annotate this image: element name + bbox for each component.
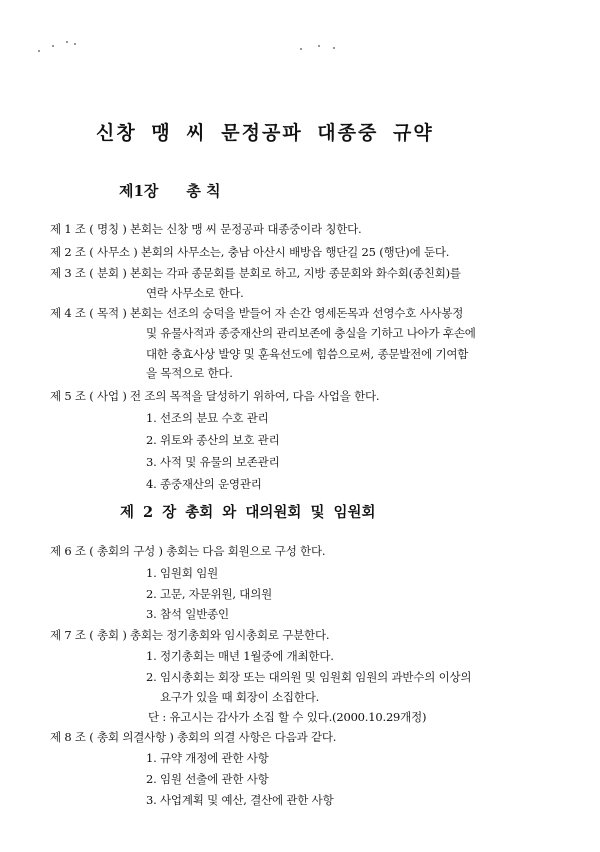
- list-item: 3. 사업계획 및 예산, 결산에 관한 사항: [146, 793, 334, 807]
- article-4-cont: 및 유물사적과 종중재산의 관리보존에 충실을 기하고 나아가 후손에: [146, 326, 476, 340]
- article-4-cont: 대한 충효사상 발양 및 훈육선도에 힘씀으로써, 종문발전에 기여함: [146, 347, 469, 361]
- scan-speck: [52, 45, 54, 47]
- article-2: 제 2 조 ( 사무소 ) 본회의 사무소는, 충남 아산시 배방읍 행단길 25 (행단)에 둔다.: [50, 245, 450, 259]
- article-7-note: 단 : 유고시는 감사가 소집 할 수 있다.(2000.10.29개정): [148, 710, 427, 724]
- scan-speck: [74, 43, 76, 45]
- chapter1-heading: [119, 180, 221, 201]
- chapter2-heading: 제 2 장 총회 와 대의원회 및 임원회: [120, 504, 376, 521]
- list-item: 4. 종중재산의 운영관리: [146, 477, 262, 491]
- scan-speck: [333, 47, 335, 49]
- list-item: 3. 참석 일반종인: [146, 607, 229, 621]
- list-item: 1. 선조의 분묘 수호 관리: [146, 411, 269, 425]
- article-1: 제 1 조 ( 명칭 ) 본회는 신창 맹 씨 문정공파 대종중이라 칭한다.: [50, 222, 362, 236]
- article-4: 제 4 조 ( 목적 ) 본회는 선조의 숭덕을 받들어 자 손간 영세돈목과 선영수호 사사봉정: [50, 306, 464, 320]
- list-item: 1. 정기총회는 매년 1월중에 개최한다.: [146, 649, 334, 663]
- list-item: 2. 위토와 종산의 보호 관리: [146, 433, 280, 447]
- list-item-cont: 요구가 있을 때 회장이 소집한다.: [160, 690, 320, 704]
- article-5: 제 5 조 ( 사업 ) 전 조의 목적을 달성하기 위하여, 다음 사업을 한다.: [50, 389, 380, 403]
- article-7: 제 7 조 ( 총회 ) 총회는 정기총회와 임시총회로 구분한다.: [50, 628, 330, 642]
- scan-speck: [318, 45, 320, 47]
- scan-speck: [300, 48, 302, 50]
- list-item: 1. 임원회 임원: [146, 566, 219, 580]
- document-title: 신창 맹 씨 문정공파 대종중 규약: [96, 122, 434, 144]
- chapter1-name: 총 칙: [186, 182, 221, 200]
- article-6: 제 6 조 ( 총회의 구성 ) 총회는 다음 회원으로 구성 한다.: [50, 544, 326, 558]
- article-4-cont: 을 목적으로 한다.: [146, 366, 233, 380]
- chapter1-label: 제1장: [119, 182, 159, 200]
- article-8: 제 8 조 ( 총회 의결사항 ) 총회의 의결 사항은 다음과 같다.: [50, 730, 337, 744]
- article-3-cont: 연락 사무소로 한다.: [146, 286, 244, 300]
- list-item: 3. 사적 및 유물의 보존관리: [146, 455, 280, 469]
- list-item: 2. 임원 선출에 관한 사항: [146, 772, 269, 786]
- list-item: 2. 고문, 자문위원, 대의원: [146, 587, 273, 601]
- list-item: 1. 규약 개정에 관한 사항: [146, 751, 269, 765]
- article-3: 제 3 조 ( 분회 ) 본회는 각파 종문회를 분회로 하고, 지방 종문회와 화수회(종친회)를: [50, 266, 461, 280]
- scan-speck: [66, 41, 68, 43]
- scan-speck: [38, 50, 40, 52]
- list-item: 2. 임시총회는 회장 또는 대의원 및 임원회 임원의 과반수의 이상의: [146, 670, 472, 684]
